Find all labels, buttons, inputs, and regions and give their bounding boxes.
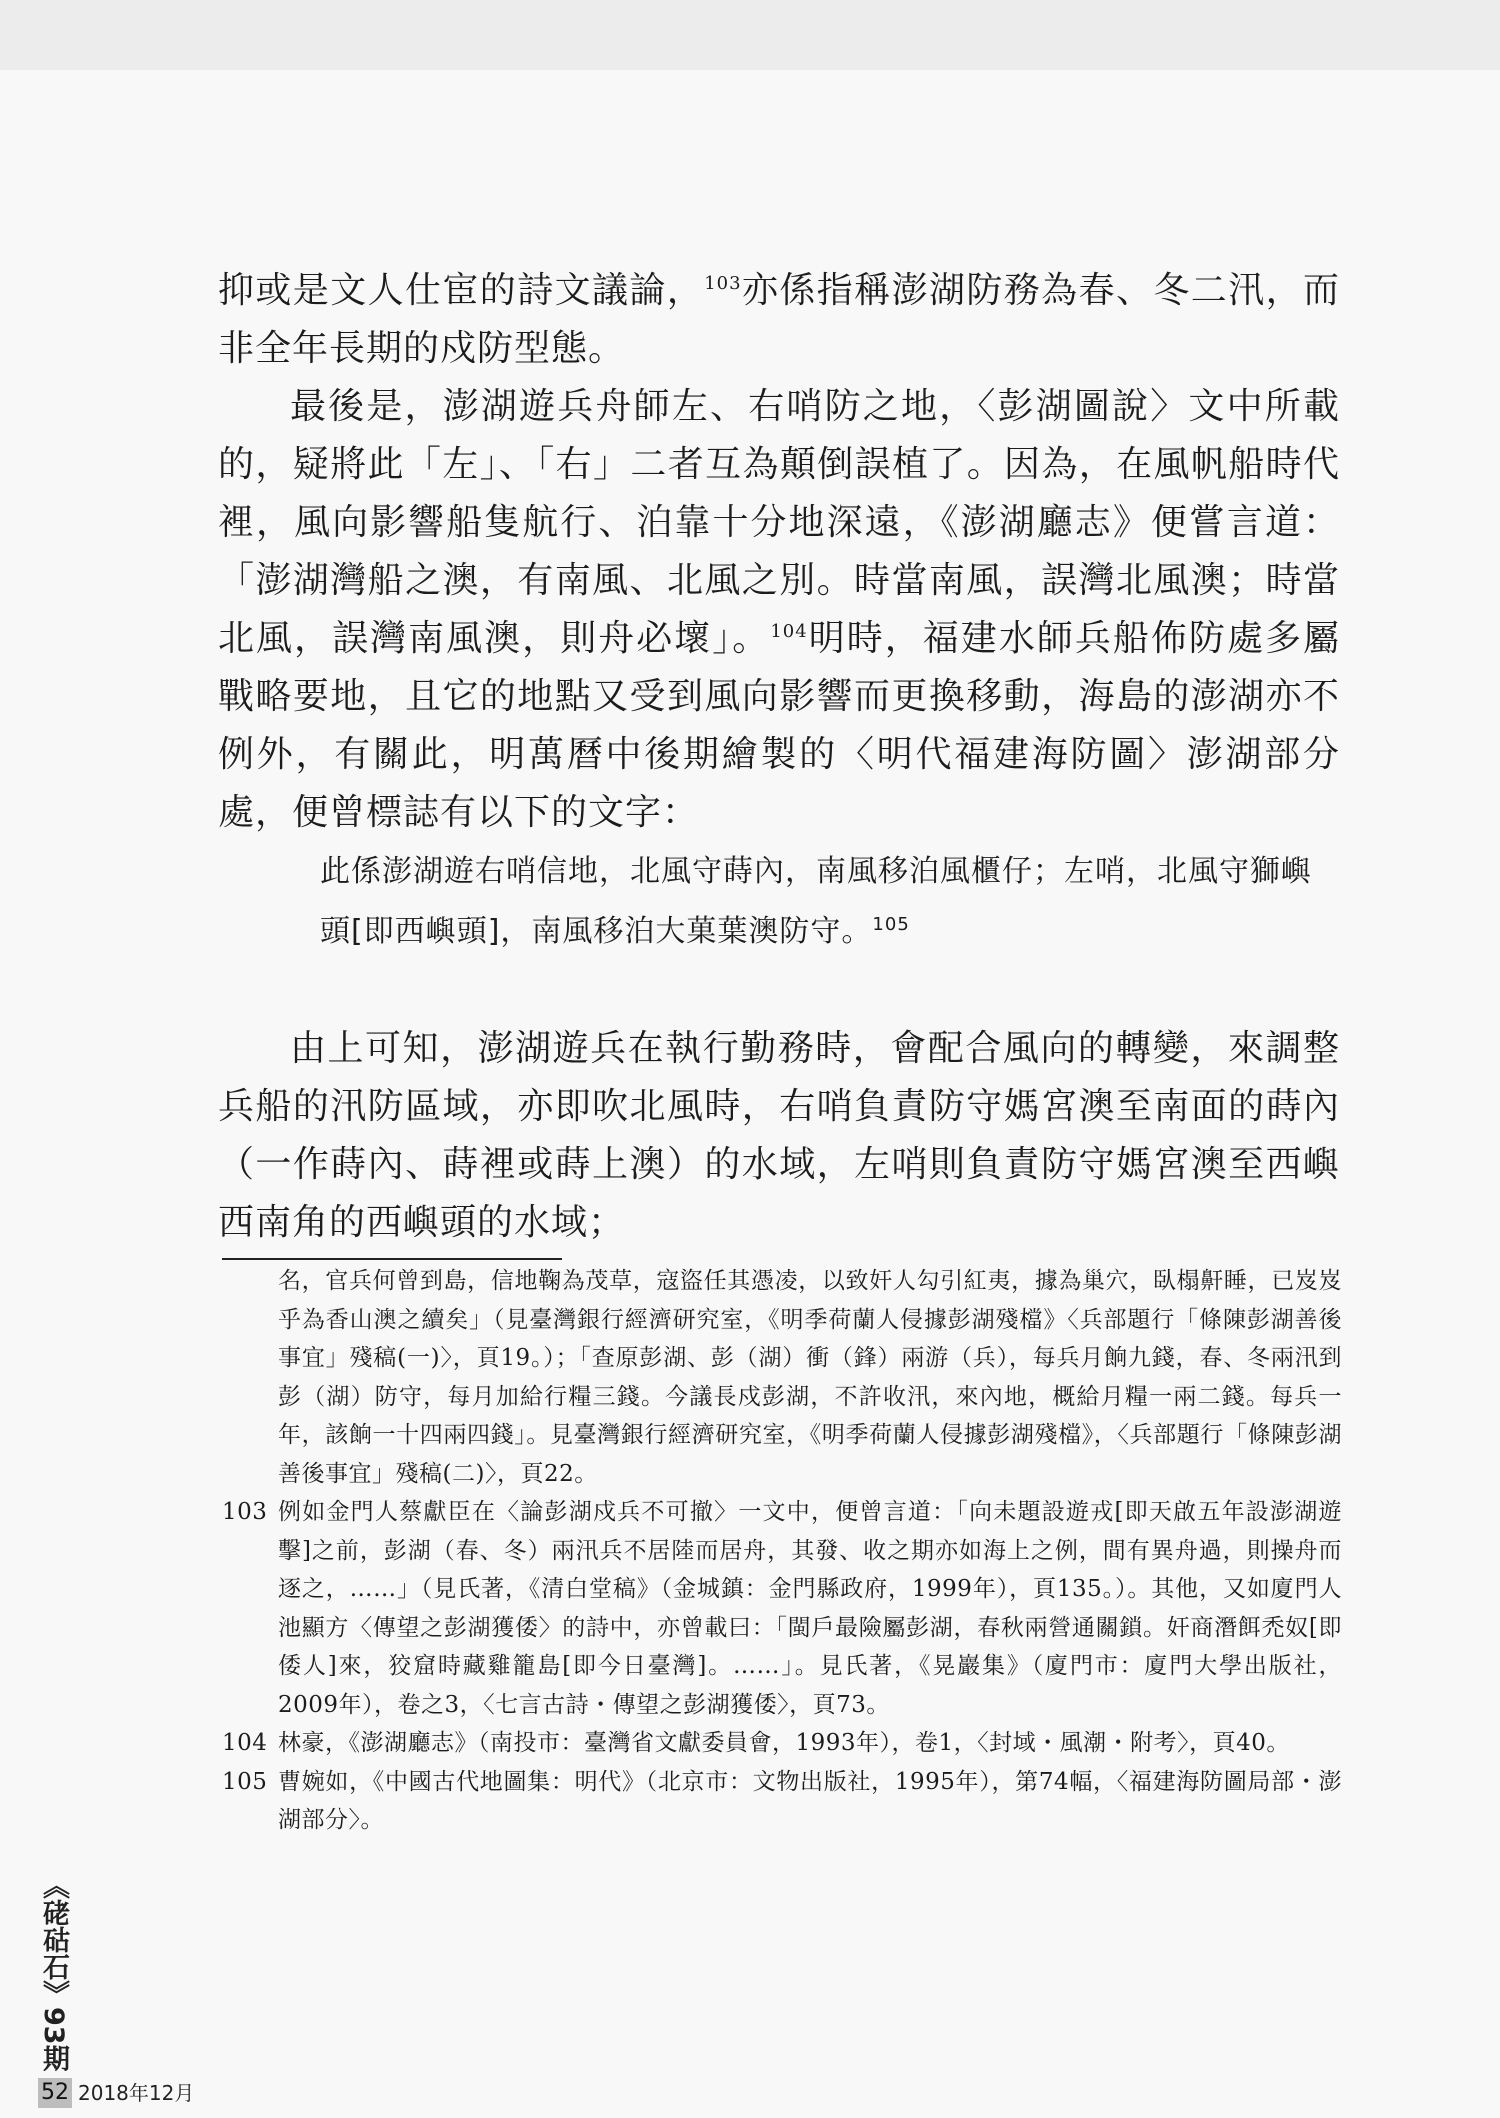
block-quote	[320, 842, 1340, 962]
footnotes	[222, 1262, 1342, 1840]
footnote-ref-105[interactable]: 105	[872, 914, 910, 935]
paragraph-conclusion: 由上可知，澎湖遊兵在執行勤務時，會配合風向的轉變，來調整兵船的汛防區域，亦即吹北風時，右哨負責防守媽宮澳至南面的蒔內（一作蒔內、蒔裡或蒔上澳）的水域，左哨則負責防守媽宮澳至西嶼西南角的西嶼頭的水域；	[218, 1028, 1340, 1243]
footnote-text: 例如金門人蔡獻臣在〈論彭湖戍兵不可撤〉一文中，便曾言道：「向未題設遊戎[即天啟五年設澎湖遊擊]之前，彭湖（春、冬）兩汛兵不居陸而居舟，其發、收之期亦如海上之例，間有異舟過，則操舟而逐之，……」（見氏著，《清白堂稿》（金城鎮：金門縣政府，1999年），頁135。）。其他，又如廈門人池顯方〈傳望之彭湖獲倭〉的詩中，亦曾載曰：「閩戶最險屬彭湖，春秋兩營通關鎖。奸商潛餌禿奴[即倭人]來，狡窟時藏雞籠島[即今日臺灣]。……」。見氏著，《晃巖集》（廈門市：廈門大學出版社，2009年），卷之3，〈七言古詩・傳望之彭湖獲倭〉，頁73。	[278, 1499, 1342, 1718]
quote-text: 此係澎湖遊右哨信地，北風守蒔內，南風移泊風櫃仔；左哨，北風守獅嶼頭[即西嶼頭]，南風移泊大菓葉澳防守。	[320, 854, 1312, 949]
scan-top-band	[0, 0, 1500, 70]
footnote-105	[222, 1763, 1342, 1840]
footnote-ref-104[interactable]: 104	[770, 621, 808, 642]
text-span: 最後是，澎湖遊兵舟師左、右哨防之地，〈彭湖圖說〉文中所載的，疑將此「左」、「右」二者互為顛倒誤植了。因為，在風帆船時代裡，風向影響船隻航行、泊靠十分地深遠，《澎湖廳志》便嘗言道：「澎湖灣船之澳，有南風、北風之別。時當南風，誤灣北風澳；時當北風，誤灣南風澳，則舟必壞」。	[218, 386, 1340, 659]
text-span: 抑或是文人仕宦的詩文議論，	[218, 270, 705, 311]
footnote-number: 104	[222, 1730, 268, 1756]
footnote-104	[222, 1724, 1342, 1763]
footnote-number: 103	[222, 1499, 268, 1525]
main-text	[218, 262, 1340, 842]
footnote-ref-103[interactable]: 103	[704, 273, 742, 294]
page-number: 52	[38, 2078, 72, 2108]
footnote-text: 曹婉如，《中國古代地圖集：明代》（北京市：文物出版社，1995年），第74幅，〈福建海防圖局部・澎湖部分〉。	[278, 1768, 1342, 1833]
issue-date: 2018年12月	[78, 2081, 195, 2105]
journal-issue-label: 《硓𥑮石》93期	[38, 1872, 69, 2072]
footnote-number: 105	[222, 1768, 268, 1795]
footnote-divider	[222, 1258, 562, 1260]
footnote-103	[222, 1493, 1342, 1724]
footnote-continuation: 名，官兵何曾到島，信地鞠為茂草，寇盜任其憑凌，以致奸人勾引紅夷，據為巢穴，臥榻鼾睡，已岌岌乎為香山澳之續矣」（見臺灣銀行經濟研究室，《明季荷蘭人侵據彭湖殘檔》〈兵部題行「條陳彭湖善後事宜」殘稿(一)〉，頁19。）；「查原彭湖、彭（湖）衝（鋒）兩游（兵），每兵月餉九錢，春、冬兩汛到彭（湖）防守，每月加給行糧三錢。今議長戍彭湖，不許收汛，來內地，概給月糧一兩二錢。每兵一年，該餉一十四兩四錢」。見臺灣銀行經濟研究室，《明季荷蘭人侵據彭湖殘檔》，〈兵部題行「條陳彭湖善後事宜」殘稿(二)〉，頁22。	[278, 1268, 1342, 1487]
footnote-text: 林豪，《澎湖廳志》（南投市：臺灣省文獻委員會，1993年），卷1，〈封域・風潮・附考〉，頁40。	[278, 1730, 1290, 1756]
paragraph-wind-direction	[218, 378, 1340, 842]
paragraph-continuation	[218, 262, 1340, 378]
text-span: 亦係指稱澎湖防務為春、冬二汛，而非全年長期的戍防型態。	[218, 270, 1340, 369]
text-span: 明時，福建水師兵船佈防處多屬戰略要地，且它的地點又受到風向影響而更換移動，海島的澎湖亦不例外，有關此，明萬曆中後期繪製的〈明代福建海防圖〉澎湖部分處，便曾標誌有以下的文字：	[218, 618, 1340, 833]
